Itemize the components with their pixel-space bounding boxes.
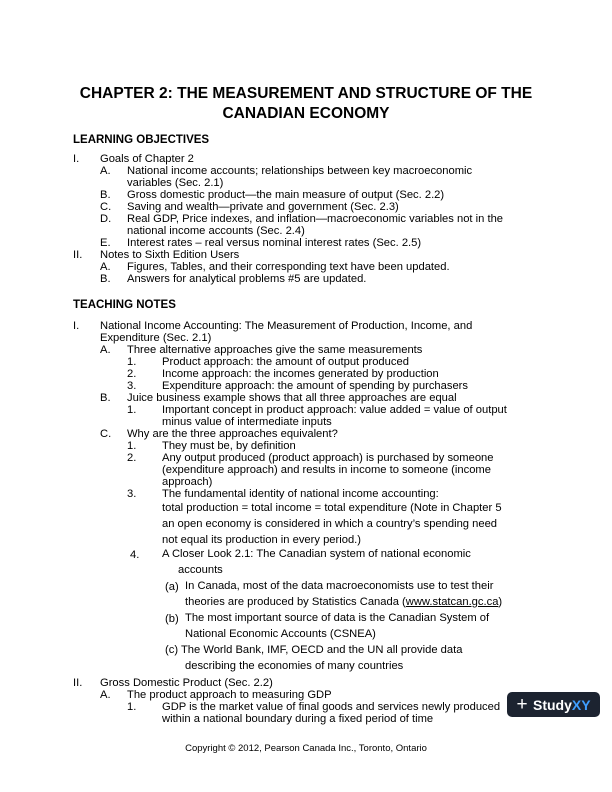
outline-text: Interest rates – real versus nominal interest rates (Sec. 2.5) (127, 237, 422, 249)
outline-marker: C. (100, 201, 112, 213)
outline-marker: B. (100, 392, 111, 404)
outline-marker: C. (100, 428, 112, 440)
outline-text: Why are the three approaches equivalent? (127, 428, 338, 440)
outline-marker: (b) (165, 613, 179, 625)
outline-marker: 3. (127, 380, 137, 392)
outline-text: an open economy is considered in which a country’s spending need (162, 518, 498, 530)
outline-text: Gross Domestic Product (Sec. 2.2) (100, 677, 273, 689)
chapter-title-line2: CANADIAN ECONOMY (222, 105, 390, 122)
outline-text: A Closer Look 2.1: The Canadian system of national economic (162, 548, 471, 560)
chapter-title (40, 84, 572, 124)
outline-marker: 1. (127, 356, 137, 368)
outline-text: Income approach: the incomes generated by production (162, 368, 439, 380)
copyright-footer: Copyright © 2012, Pearson Canada Inc., Toronto, Ontario (185, 743, 427, 754)
outline-text: national income accounts (Sec. 2.4) (127, 225, 305, 237)
outline-text: Juice business example shows that all three approaches are equal (127, 392, 457, 404)
learning-objectives-heading: LEARNING OBJECTIVES (73, 134, 210, 146)
outline-text: Goals of Chapter 2 (100, 153, 194, 165)
outline-marker: 2. (127, 368, 137, 380)
outline-text: Saving and wealth—private and government (Sec. 2.3) (127, 201, 399, 213)
outline-text: In Canada, most of the data macroeconomists use to test their (185, 580, 494, 592)
outline-text: Expenditure approach: the amount of spending by purchasers (162, 380, 468, 392)
outline-text: describing the economies of many countries (185, 660, 404, 672)
outline-text: The product approach to measuring GDP (127, 689, 332, 701)
outline-marker: A. (100, 689, 111, 701)
outline-marker: A. (100, 165, 111, 177)
outline-text: Real GDP, Price indexes, and inflation—macroeconomic variables not in the (127, 213, 504, 225)
outline-marker: D. (100, 213, 112, 225)
outline-text: The most important source of data is the Canadian System of (185, 612, 490, 624)
outline-marker: 1. (127, 404, 137, 416)
outline-marker: (a) (165, 581, 179, 593)
outline-marker: 3. (127, 488, 137, 500)
outline-marker: II. (73, 249, 83, 261)
outline-marker: 1. (127, 701, 137, 713)
outline-marker: B. (100, 273, 111, 285)
studyxy-badge[interactable] (507, 692, 600, 717)
outline-text: National income accounts; relationships between key macroeconomic (127, 165, 473, 177)
outline-text: National Income Accounting: The Measurement of Production, Income, and (100, 320, 473, 332)
outline-text: accounts (178, 564, 223, 576)
outline-text: Answers for analytical problems #5 are updated. (127, 273, 367, 285)
outline-text-part: theories are produced by Statistics Canada ( (185, 596, 406, 608)
outline-marker: A. (100, 261, 111, 273)
outline-marker: E. (100, 237, 111, 249)
chapter-title-line1: CHAPTER 2: THE MEASUREMENT AND STRUCTURE OF THE (79, 85, 533, 102)
outline-text-part: ) (498, 596, 503, 608)
outline-marker: I. (73, 153, 80, 165)
outline-marker: 4. (130, 549, 140, 561)
outline-marker: II. (73, 677, 83, 689)
badge-study-text: Study (533, 696, 572, 713)
outline-text: Figures, Tables, and their corresponding text have been updated. (127, 261, 450, 273)
outline-text: Product approach: the amount of output produced (162, 356, 409, 368)
outline-marker: A. (100, 344, 111, 356)
outline-marker: B. (100, 189, 111, 201)
outline-text: Notes to Sixth Edition Users (100, 249, 240, 261)
outline-text: (expenditure approach) and results in income to someone (income (162, 464, 491, 476)
outline-text: GDP is the market value of final goods and services newly produced (162, 701, 501, 713)
outline-marker: 1. (127, 440, 137, 452)
outline-text: (c) The World Bank, IMF, OECD and the UN all provide data (165, 644, 463, 656)
outline-text: not equal its production in every period.) (162, 534, 362, 546)
badge-xy-text: XY (571, 696, 591, 713)
outline-text: Important concept in product approach: value added = value of output (162, 404, 507, 416)
outline-text: approach) (162, 476, 213, 488)
outline-text: minus value of intermediate inputs (162, 416, 332, 428)
outline-text: variables (Sec. 2.1) (127, 177, 224, 189)
outline-text: They must be, by definition (162, 440, 296, 452)
outline-text: Gross domestic product—the main measure of output (Sec. 2.2) (127, 189, 445, 201)
outline-marker: 2. (127, 452, 137, 464)
outline-text: National Economic Accounts (CSNEA) (185, 628, 376, 640)
outline-text: total production = total income = total expenditure (Note in Chapter 5 (162, 502, 502, 514)
plus-icon: + (516, 693, 528, 715)
outline-text: Three alternative approaches give the same measurements (127, 344, 423, 356)
outline-marker: I. (73, 320, 80, 332)
outline-text: Any output produced (product approach) is purchased by someone (162, 452, 494, 464)
teaching-notes-heading: TEACHING NOTES (73, 299, 176, 311)
statcan-link[interactable]: www.statcan.gc.ca (405, 596, 499, 608)
outline-text: Expenditure (Sec. 2.1) (100, 332, 212, 344)
outline-text: The fundamental identity of national income accounting: (162, 488, 439, 500)
outline-text (185, 594, 502, 611)
outline-text: within a national boundary during a fixed period of time (162, 713, 434, 725)
